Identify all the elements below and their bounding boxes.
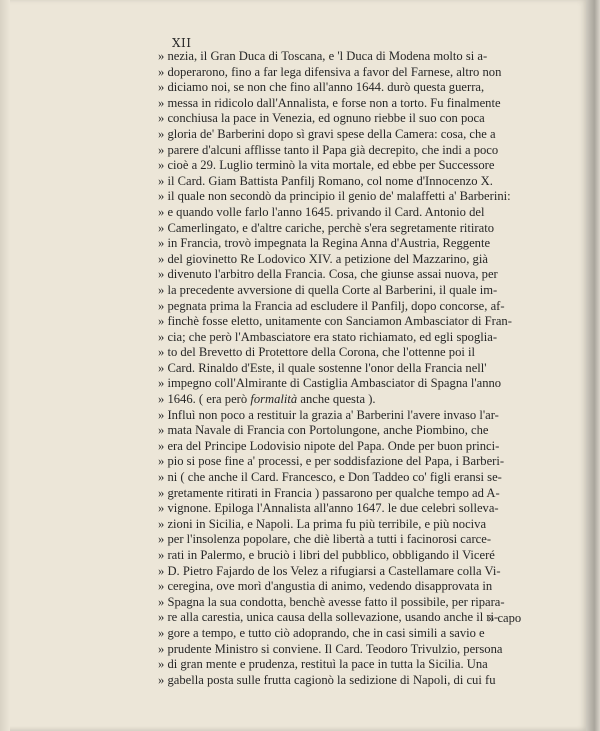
text-line: » per l'insolenza popolare, che diè libertà a tutti i facinorosi carce- xyxy=(158,532,492,547)
text-line: » zioni in Sicilia, e Napoli. La prima fu più terribile, e più nociva xyxy=(158,516,487,531)
text-line: » gloria de' Barberini dopo sì gravi spese della Camera: cosa, che a xyxy=(158,126,496,141)
page-edge xyxy=(586,0,600,731)
line-suffix: anche questa ). xyxy=(297,392,376,407)
text-line: » Influì non poco a restituir la grazia a' Barberini l'avere invaso l'ar- xyxy=(158,407,499,422)
text-line: » rati in Palermo, e bruciò i libri del pubblico, obbligando il Viceré xyxy=(158,548,495,562)
text-line-with-italic xyxy=(158,392,568,408)
text-line: » pio si pose fine a' processi, e per soddisfazione del Papa, i Barberi- xyxy=(158,454,505,469)
text-line: » conchiusa la pace in Venezia, ed ognuno riebbe il suo con poca xyxy=(158,111,485,126)
text-line: » Camerlingato, e d'altre cariche, perchè s'era segretamente ritirato xyxy=(158,220,495,235)
text-line: » era del Principe Lodovisio nipote del Papa. Onde per buon princi- xyxy=(158,438,500,453)
text-line: » diciamo noi, se non che fino all'anno 1644. durò questa guerra, xyxy=(158,80,485,95)
catchword: » capo xyxy=(488,611,522,625)
text-line: » parere d'alcuni afflisse tanto il Papa già decrepito, che indi a poco xyxy=(158,142,499,157)
text-line: » impegno coll'Almirante di Castiglia Ambasciator di Spagna l'anno xyxy=(158,376,502,391)
text-line: » cia; che però l'Ambasciatore era stato richiamato, ed egli spoglia- xyxy=(158,329,498,344)
text-line: » ceregina, ove morì d'angustia di animo, vedendo disapprovata in xyxy=(158,579,493,594)
text-line: » finchè fosse eletto, unitamente con Sanciamon Ambasciator di Fran- xyxy=(158,314,512,329)
text-line: » re alla carestia, unica causa della sollevazione, usando anche il ri- xyxy=(158,610,499,625)
text-line: » gretamente ritirati in Francia ) passarono per qualche tempo ad A- xyxy=(158,485,500,500)
page-gutter xyxy=(0,0,10,731)
text-line: » il quale non secondò da principio il genio de' malaffetti a' Barberini: xyxy=(158,189,511,204)
text-line: » pegnata prima la Francia ad escludere il Panfilj, dopo concorse, af- xyxy=(158,298,505,313)
body-text xyxy=(158,49,568,688)
text-line: » Spagna la sua condotta, benchè avesse fatto il possibile, per ripara- xyxy=(158,594,505,609)
text-line: » nezia, il Gran Duca di Toscana, e 'l Duca di Modena molto si a- xyxy=(158,49,488,63)
text-line: » in Francia, trovò impegnata la Regina Anna d'Austria, Reggente xyxy=(158,236,491,251)
text-line: » D. Pietro Fajardo de los Velez a rifugiarsi a Castellamare colla Vi- xyxy=(158,563,501,578)
text-line: » mata Navale di Francia con Portolungone, anche Piombino, che xyxy=(158,423,489,438)
text-line: » il Card. Giam Battista Panfilj Romano, col nome d'Innocenzo X. xyxy=(158,173,493,188)
text-line: » messa in ridicolo dall'Annalista, e forse non a torto. Fu finalmente xyxy=(158,95,501,110)
line-prefix: » 1646. ( era però xyxy=(158,392,251,407)
text-line: » la precedente avversione di quella Corte al Barberini, il quale im- xyxy=(158,282,498,297)
text-line: » del giovinetto Re Lodovico XIV. a petizione del Mazzarino, già xyxy=(158,251,488,266)
italic-word: formalità xyxy=(250,392,298,407)
text-line: » to del Brevetto di Protettore della Corona, che l'ottenne poi il xyxy=(158,345,476,360)
text-line: » cioè a 29. Luglio terminò la vita mortale, ed ebbe per Successore xyxy=(158,158,495,173)
text-line: » e quando volle farlo l'anno 1645. privando il Card. Antonio del xyxy=(158,204,485,219)
page-number: XII xyxy=(172,36,192,50)
text-line: » divenuto l'arbitro della Francia. Cosa, che giunse assai nuova, per xyxy=(158,267,498,282)
text-line: » prudente Ministro si conviene. Il Card. Teodoro Trivulzio, persona xyxy=(158,641,503,656)
text-line: » di gran mente e prudenza, restituì la pace in tutta la Sicilia. Una xyxy=(158,657,488,672)
text-line: » gabella posta sulle frutta cagionò la sedizione di Napoli, di cui fu xyxy=(158,672,496,687)
text-line: » Card. Rinaldo d'Este, il quale sostenne l'onor della Francia nell' xyxy=(158,360,487,375)
text-line: » gore a tempo, e tutto ciò adoprando, che in casi simili a savio e xyxy=(158,625,485,640)
text-line: » doperarono, fino a far lega difensiva a favor del Farnese, altro non xyxy=(158,64,502,79)
text-line: » vignone. Epiloga l'Annalista all'anno 1647. le due celebri solleva- xyxy=(158,501,499,516)
text-line: » ni ( che anche il Card. Francesco, e Don Taddeo co' figli eransi se- xyxy=(158,470,502,485)
